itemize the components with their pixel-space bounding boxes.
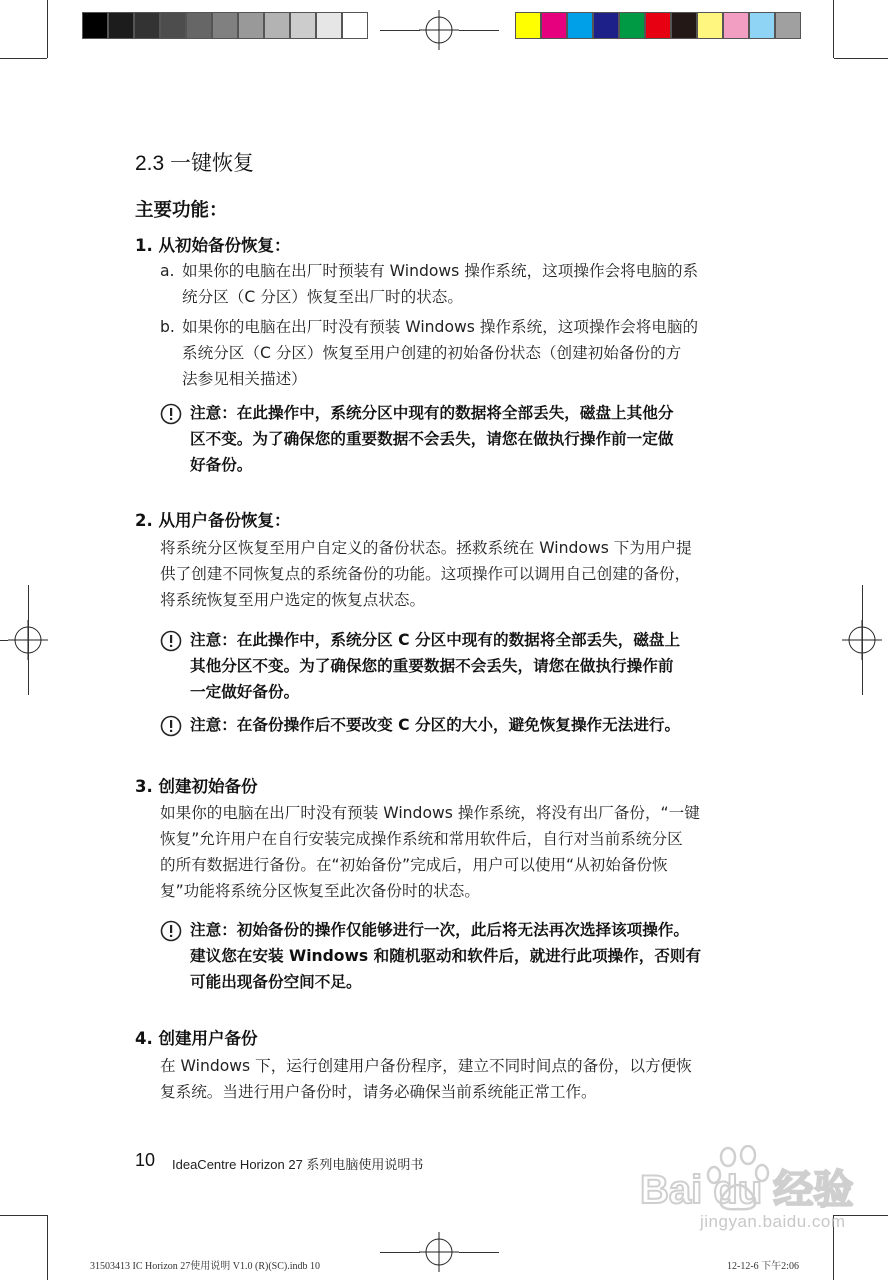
note-3 [160,712,760,741]
registration-mark-bottom [419,1232,459,1272]
note-line: 注意：在此操作中，系统分区 C 分区中现有的数据将全部丢失，磁盘上 [190,631,681,649]
page-number: 10 [135,1150,156,1170]
note-line: 建议您在安装 Windows 和随机驱动和软件后，就进行此项操作，否则有 [190,947,702,965]
body-line: 恢复”允许用户在自行安装完成操作系统和常用软件后，自行对当前系统分区 [160,830,683,848]
registration-line-top-h [380,30,420,31]
body-line: 的所有数据进行备份。在“初始备份”完成后，用户可以使用“从初始备份恢 [160,856,668,874]
color-swatch-6 [671,12,697,39]
color-swatch-10 [775,12,801,39]
gray-swatch-8 [290,12,316,39]
registration-line-left [0,640,8,641]
gray-swatch-3 [160,12,186,39]
section-1-item-b [160,314,760,392]
registration-mark-top [419,10,459,50]
note-line: 注意：在此操作中，系统分区中现有的数据将全部丢失，磁盘上其他分 [190,404,674,422]
item-a-line: 如果你的电脑在出厂时预装有 Windows 操作系统，这项操作会将电脑的系 [182,262,699,280]
gray-swatch-5 [212,12,238,39]
note-line: 区不变。为了确保您的重要数据不会丢失，请您在做执行操作前一定做 [190,430,674,448]
gray-swatch-6 [238,12,264,39]
body-line: 供了创建不同恢复点的系统备份的功能。这项操作可以调用自己创建的备份， [160,565,691,583]
body-line: 复”功能将系统分区恢复至此次备份时的状态。 [160,882,480,900]
section-1-title: 1. 从初始备份恢复： [135,236,291,255]
crop-mark-bottom-left-h [0,1215,47,1216]
exclamation-circle-icon [160,715,182,737]
note-line: 一定做好备份。 [190,683,300,701]
watermark-brand: Bai du 经验 [640,1168,854,1212]
crop-mark-bottom-left-v [47,1215,48,1280]
section-3-body [160,800,760,904]
color-swatch-2 [567,12,593,39]
gray-swatch-1 [108,12,134,39]
crop-mark-top-left-v [47,0,48,58]
note-1 [160,400,760,478]
note-line: 好备份。 [190,456,253,474]
gray-swatch-0 [82,12,108,39]
color-swatch-3 [593,12,619,39]
gray-swatch-2 [134,12,160,39]
body-line: 如果你的电脑在出厂时没有预装 Windows 操作系统，将没有出厂备份，“一键 [160,804,700,822]
registration-line-right-v [862,585,863,695]
gray-swatch-10 [342,12,368,39]
note-line: 注意：在备份操作后不要改变 C 分区的大小，避免恢复操作无法进行。 [190,716,681,734]
crop-mark-top-left-h [0,58,47,59]
item-a-line: 统分区（C 分区）恢复至出厂时的状态。 [182,288,463,306]
body-line: 复系统。当进行用户备份时，请务必确保当前系统能正常工作。 [160,1083,597,1101]
exclamation-circle-icon [160,920,182,942]
section-4-body [160,1053,760,1105]
gray-swatch-9 [316,12,342,39]
book-title: IdeaCentre Horizon 27 系列电脑使用说明书 [172,1157,424,1172]
gray-calibration-strip [82,12,368,39]
color-swatch-8 [723,12,749,39]
note-2 [160,627,760,705]
color-swatch-5 [645,12,671,39]
item-b-line: 如果你的电脑在出厂时没有预装 Windows 操作系统，这项操作会将电脑的 [182,318,699,336]
print-slug-date: 12-12-6 下午2:06 [727,1261,799,1272]
color-swatch-4 [619,12,645,39]
body-line: 将系统恢复至用户选定的恢复点状态。 [160,591,426,609]
exclamation-circle-icon [160,630,182,652]
section-1-item-a [160,258,760,310]
section-4-title: 4. 创建用户备份 [135,1029,258,1048]
baidu-jingyan-watermark [640,1145,860,1275]
color-swatch-1 [541,12,567,39]
body-line: 将系统分区恢复至用户自定义的备份状态。拯救系统在 Windows 下为用户提 [160,539,692,557]
registration-line-bottom-h2 [459,1252,499,1253]
registration-line-bottom-h [380,1252,420,1253]
section-2-body [160,535,760,613]
crop-mark-top-right-h [834,58,888,59]
crop-mark-top-right-v [833,0,834,58]
main-functions-heading: 主要功能： [135,200,228,221]
note-line: 可能出现备份空间不足。 [190,973,362,991]
exclamation-circle-icon [160,403,182,425]
color-swatch-7 [697,12,723,39]
item-a-label: a. [160,262,175,280]
section-2-title: 2. 从用户备份恢复： [135,511,291,530]
color-calibration-strip [515,12,801,39]
section-3-title: 3. 创建初始备份 [135,777,258,796]
item-b-line: 系统分区（C 分区）恢复至用户创建的初始备份状态（创建初始备份的方 [182,344,682,362]
gray-swatch-7 [264,12,290,39]
print-slug-file: 31503413 IC Horizon 27使用说明 V1.0 (R)(SC).indb 10 [90,1261,320,1272]
watermark-url: jingyan.baidu.com [700,1212,846,1231]
note-4 [160,917,760,995]
registration-line-top-h2 [459,30,499,31]
color-swatch-9 [749,12,775,39]
item-b-label: b. [160,318,175,336]
body-line: 在 Windows 下，运行创建用户备份程序，建立不同时间点的备份，以方便恢 [160,1057,692,1075]
gray-swatch-4 [186,12,212,39]
note-line: 注意：初始备份的操作仅能够进行一次，此后将无法再次选择该项操作。 [190,921,690,939]
color-swatch-0 [515,12,541,39]
note-line: 其他分区不变。为了确保您的重要数据不会丢失，请您在做执行操作前 [190,657,674,675]
registration-line-left-v [28,585,29,695]
item-b-line: 法参见相关描述） [182,370,307,388]
section-title: 2.3 一键恢复 [135,152,255,175]
